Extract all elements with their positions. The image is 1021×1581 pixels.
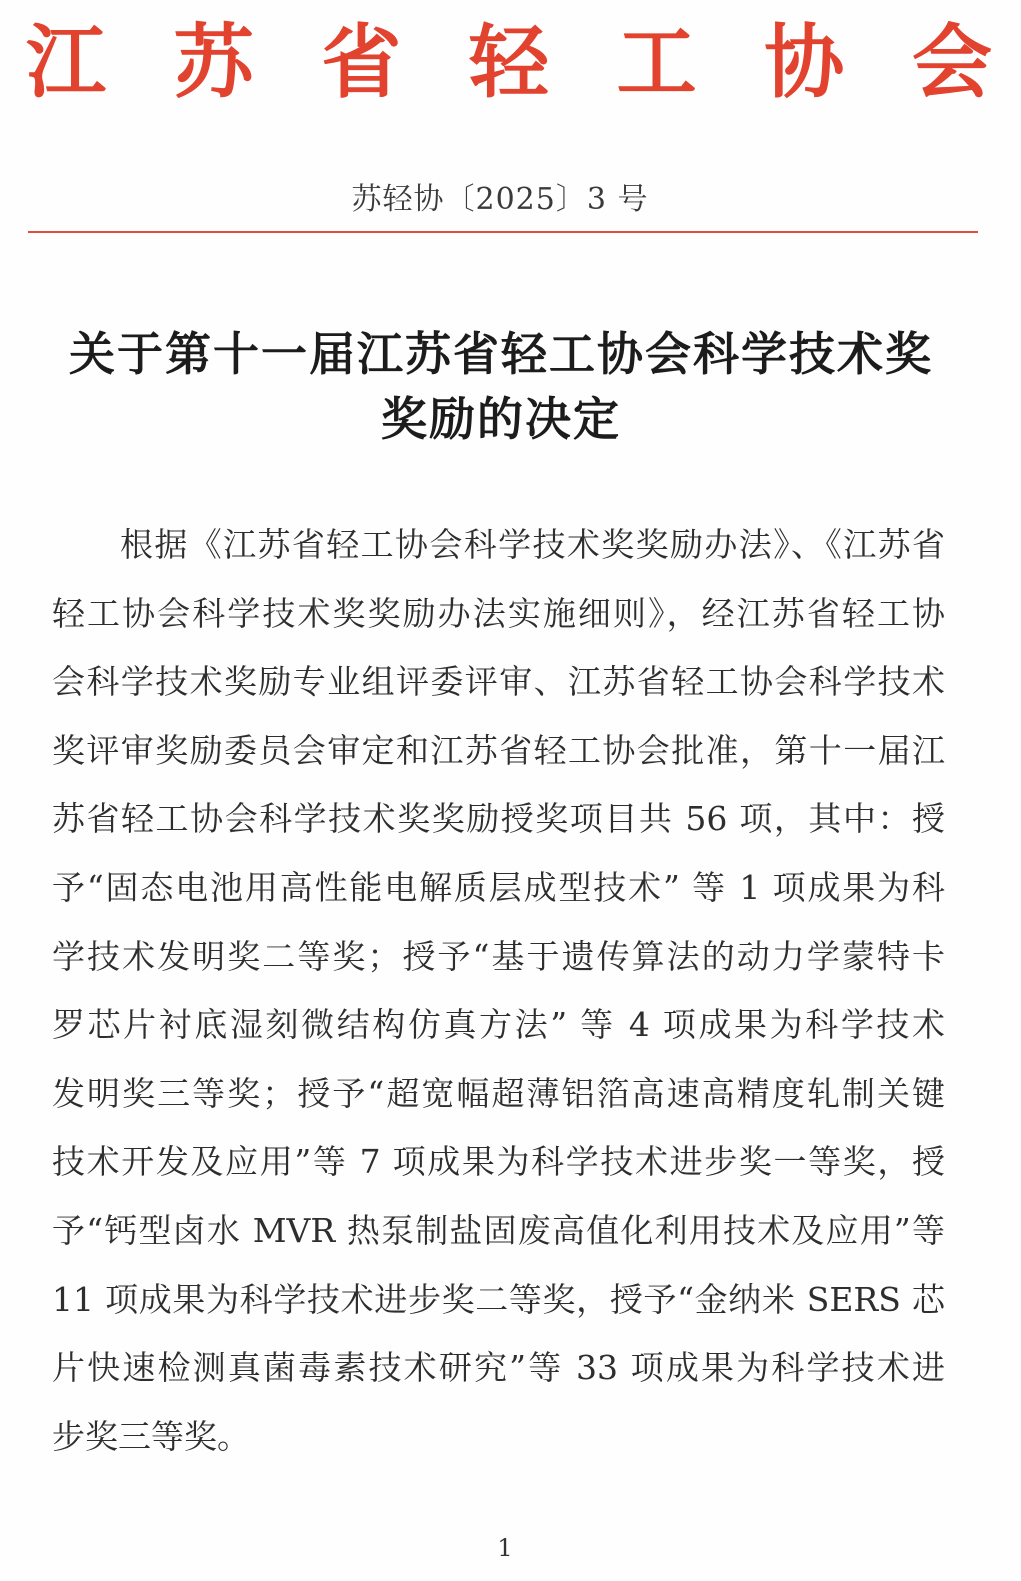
document-title: [0, 322, 1002, 452]
org-name-char: 省: [321, 15, 402, 109]
body-paragraph: [52, 511, 945, 1471]
body-line: 技术开发及应用”等 7 项成果为科学技术进步奖一等奖，授: [52, 1142, 945, 1182]
body-line: 奖评审奖励委员会审定和江苏省轻工协会批准，第十一届江: [52, 730, 945, 770]
body-line: 11 项成果为科学技术进步奖二等奖，授予“金纳米 SERS 芯: [52, 1279, 945, 1319]
body-line: 罗芯片衬底湿刻微结构仿真方法” 等 4 项成果为科学技术: [52, 1005, 945, 1045]
body-line: 发明奖三等奖；授予“超宽幅超薄铝箔高速高精度轧制关键: [52, 1073, 945, 1113]
page-number: 1: [497, 1534, 513, 1562]
body-line: 步奖三等奖。: [52, 1416, 250, 1456]
body-line: 予“钙型卤水 MVR 热泵制盐固废高值化利用技术及应用”等: [52, 1210, 945, 1250]
body-line: 予“固态电池用高性能电解质层成型技术” 等 1 项成果为科: [52, 867, 945, 907]
title-line: 关于第十一届江苏省轻工协会科学技术奖: [69, 327, 933, 381]
letterhead-red-rule: [28, 231, 978, 233]
org-name-char: 苏: [173, 15, 254, 109]
title-line: 奖励的决定: [381, 392, 621, 446]
org-name-char: 工: [616, 15, 697, 109]
body-line: 片快速检测真菌毒素技术研究”等 33 项成果为科学技术进: [52, 1348, 945, 1388]
org-name-char: 轻: [468, 15, 549, 109]
body-line: 苏省轻工协会科学技术奖奖励授奖项目共 56 项，其中：授: [52, 799, 945, 839]
org-name-char: 江: [26, 15, 106, 109]
body-line: 学技术发明奖二等奖；授予“基于遗传算法的动力学蒙特卡: [52, 936, 945, 976]
body-line: 会科学技术奖励专业组评委评审、江苏省轻工协会科学技术: [52, 662, 945, 702]
org-name-char: 协: [764, 15, 845, 109]
body-line: 轻工协会科学技术奖奖励办法实施细则》，经江苏省轻工协: [52, 593, 945, 633]
body-line: 根据《江苏省轻工协会科学技术奖奖励办法》、《江苏省: [120, 525, 945, 564]
document-number: 苏轻协〔2025〕3 号: [351, 182, 649, 217]
letterhead-org-name: [26, 16, 992, 108]
org-name-char: 会: [911, 15, 992, 109]
